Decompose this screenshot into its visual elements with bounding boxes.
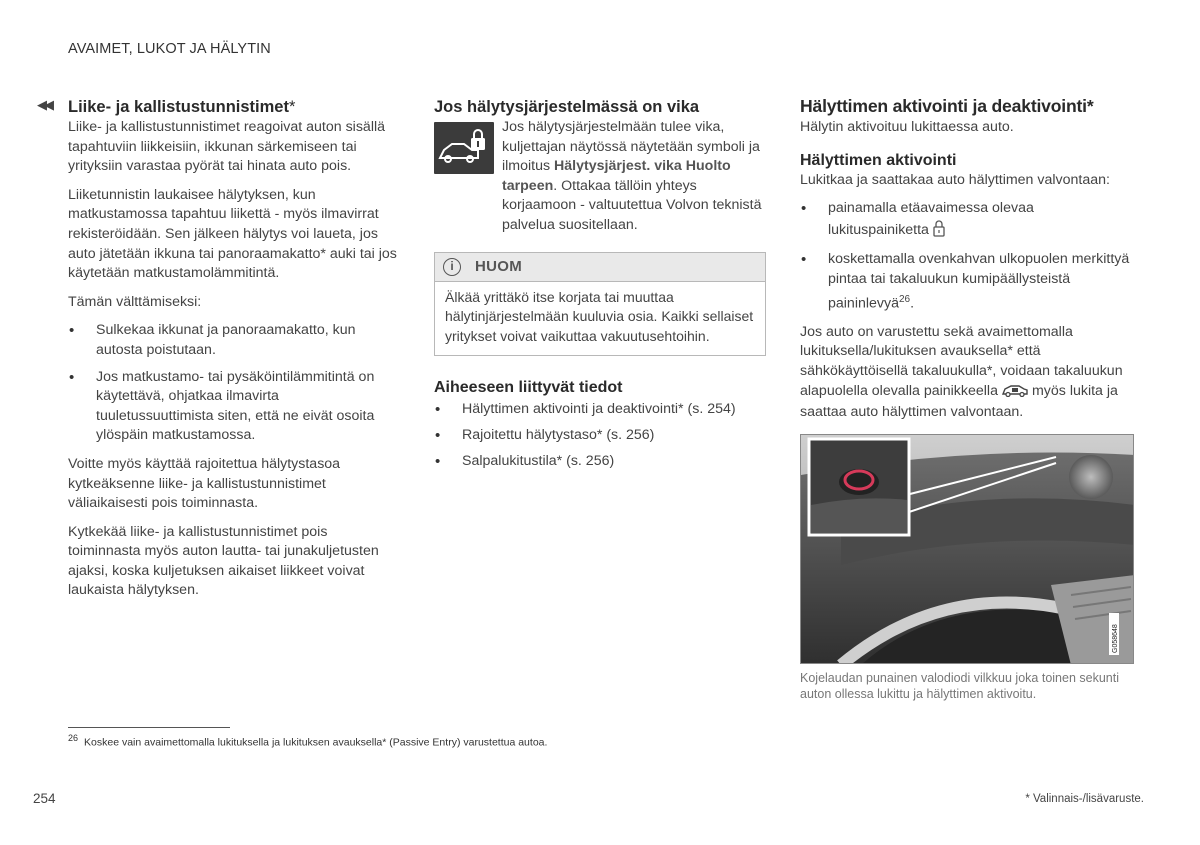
list-item: • Sulkekaa ikkunat ja panoraamakatto, kun autosta poistutaan.: [68, 321, 400, 360]
note-header: [435, 253, 765, 282]
paragraph: Liike- ja kallistustunnistimet reagoivat auton sisällä tapahtuviin liikkeisiin, ikkunan särkemiseen tai yrityksiin varastaa pyörät tai hinata auto pois.: [68, 119, 386, 175]
paragraph: Voitte myös käyttää rajoitettua hälytystasoa kytkeäksenne liike- ja kallistustunnistimet väliaikaisesti pois toiminnasta.: [68, 455, 341, 512]
column-alarm-fault: [434, 94, 766, 480]
note-body: Älkää yrittäkö itse korjata tai muuttaa hälytinjärjestelmään kuuluvia osia. Kaikki sellaiset yritykset voivat vaikuttaa vakuutusehtoihin.: [445, 288, 754, 344]
related-info: [434, 377, 766, 471]
display-message-text: Hälytysjärjest. vika Huolto tarpeen: [502, 158, 731, 194]
car-tailgate-icon: [1001, 383, 1029, 404]
related-link[interactable]: • Hälyttimen aktivointi ja deaktivointi* (s. 254): [434, 400, 766, 420]
page-header: AVAIMET, LUKOT JA HÄLYTIN: [68, 41, 271, 57]
footnote-rule: [68, 727, 230, 728]
related-heading: Aiheeseen liittyvät tiedot: [434, 379, 623, 397]
list-item: • Jos matkustamo- tai pysäköintilämmitintä on käytettävä, ohjatkaa ilmavirta tuuletussuuttimista siten, että ne eivät osoita ylöspäin matkustamossa.: [68, 368, 400, 446]
section-heading-alarm-activation: Hälyttimen aktivointi ja deaktivointi*: [800, 96, 1094, 116]
column-motion-sensors: [68, 94, 400, 610]
section-heading-alarm-fault: Jos hälytysjärjestelmässä on vika: [434, 98, 700, 116]
paragraph: Liiketunnistin laukaisee hälytyksen, kun matkustamossa tapahtuu liikettä - myös ilmavirrat rekisteröidään. Sen jälkeen hälytys voi laueta, jos auto jätetään ikkuna tai panoraamakatto* auki tai jos käytetään matkustamolämmitintä.: [68, 186, 397, 282]
related-list: [434, 400, 766, 471]
note-title: HUOM: [475, 257, 523, 275]
column-alarm-activation: [800, 94, 1134, 703]
paragraph: Kytkekää liike- ja kallistustunnistimet pois toiminnasta myös auton lautta- tai junakuljetusten ajaksi, koska kuljetuksen aikaiset liikkeet voivat laukaista hälytyksen.: [68, 523, 379, 599]
optional-equipment-note: * Valinnais-/lisävaruste.: [1025, 793, 1144, 805]
paragraph: Jos auto on varustettu sekä avaimettomalla lukituksella/lukituksen avauksella* että sähkökäyttöisellä takaluukulla*, voidaan takaluukun alapuolella olevalla painikkeella myös lukita ja saattaa auto hälyttimen valvontaan.: [800, 323, 1123, 421]
back-chevrons-icon[interactable]: ◀◀: [37, 97, 51, 112]
bullet-list: [800, 199, 1134, 314]
list-item: • painamalla etäavaimessa olevaa lukituspainiketta: [800, 199, 1134, 243]
page-number: 254: [33, 791, 56, 806]
dashboard-led-photo: [800, 434, 1134, 664]
footnote-ref[interactable]: 26: [899, 293, 911, 305]
note-box: [434, 252, 766, 357]
related-link[interactable]: • Salpalukitustila* (s. 256): [434, 452, 766, 472]
bullet-list: [68, 321, 400, 446]
fault-paragraph: Jos hälytysjärjestelmään tulee vika, kuljettajan näytössä näytetään symboli ja ilmoitus Hälytysjärjest. vika Huolto tarpeen. Ottakaa tällöin yhteys korjaamoon - valtuutettua Volvon teknistä palvelua suositellaan.: [502, 119, 762, 233]
paragraph: Hälytin aktivoituu lukittaessa auto.: [800, 119, 1014, 135]
car-lock-warning-icon: [434, 122, 494, 174]
padlock-icon: [933, 219, 945, 244]
subheading-activation: Hälyttimen aktivointi: [800, 151, 957, 169]
footnote: $^{26}$ Koskee vain avaimettomalla lukituksella ja lukituksen avauksella* (Passive Entry) varustettua autoa.: [68, 733, 548, 749]
photo-caption: Kojelaudan punainen valodiodi vilkkuu joka toinen sekunti auton ollessa lukittu ja hälyttimen aktivoitu.: [800, 670, 1119, 702]
paragraph: Lukitkaa ja saattakaa auto hälyttimen valvontaan:: [800, 171, 1110, 188]
section-heading-motion-sensors: Liike- ja kallistustunnistimet*: [68, 98, 296, 116]
paragraph: Tämän välttämiseksi:: [68, 293, 202, 310]
related-link[interactable]: • Rajoitettu hälytystaso* (s. 256): [434, 426, 766, 446]
fault-message-block: [434, 118, 766, 236]
image-code: G058648: [1112, 624, 1119, 653]
info-icon: i: [443, 258, 461, 276]
list-item: • koskettamalla ovenkahvan ulkopuolen merkittyä pintaa tai takaluukun kumipäällysteistä paininlevyä$^{26}$.: [800, 250, 1134, 314]
